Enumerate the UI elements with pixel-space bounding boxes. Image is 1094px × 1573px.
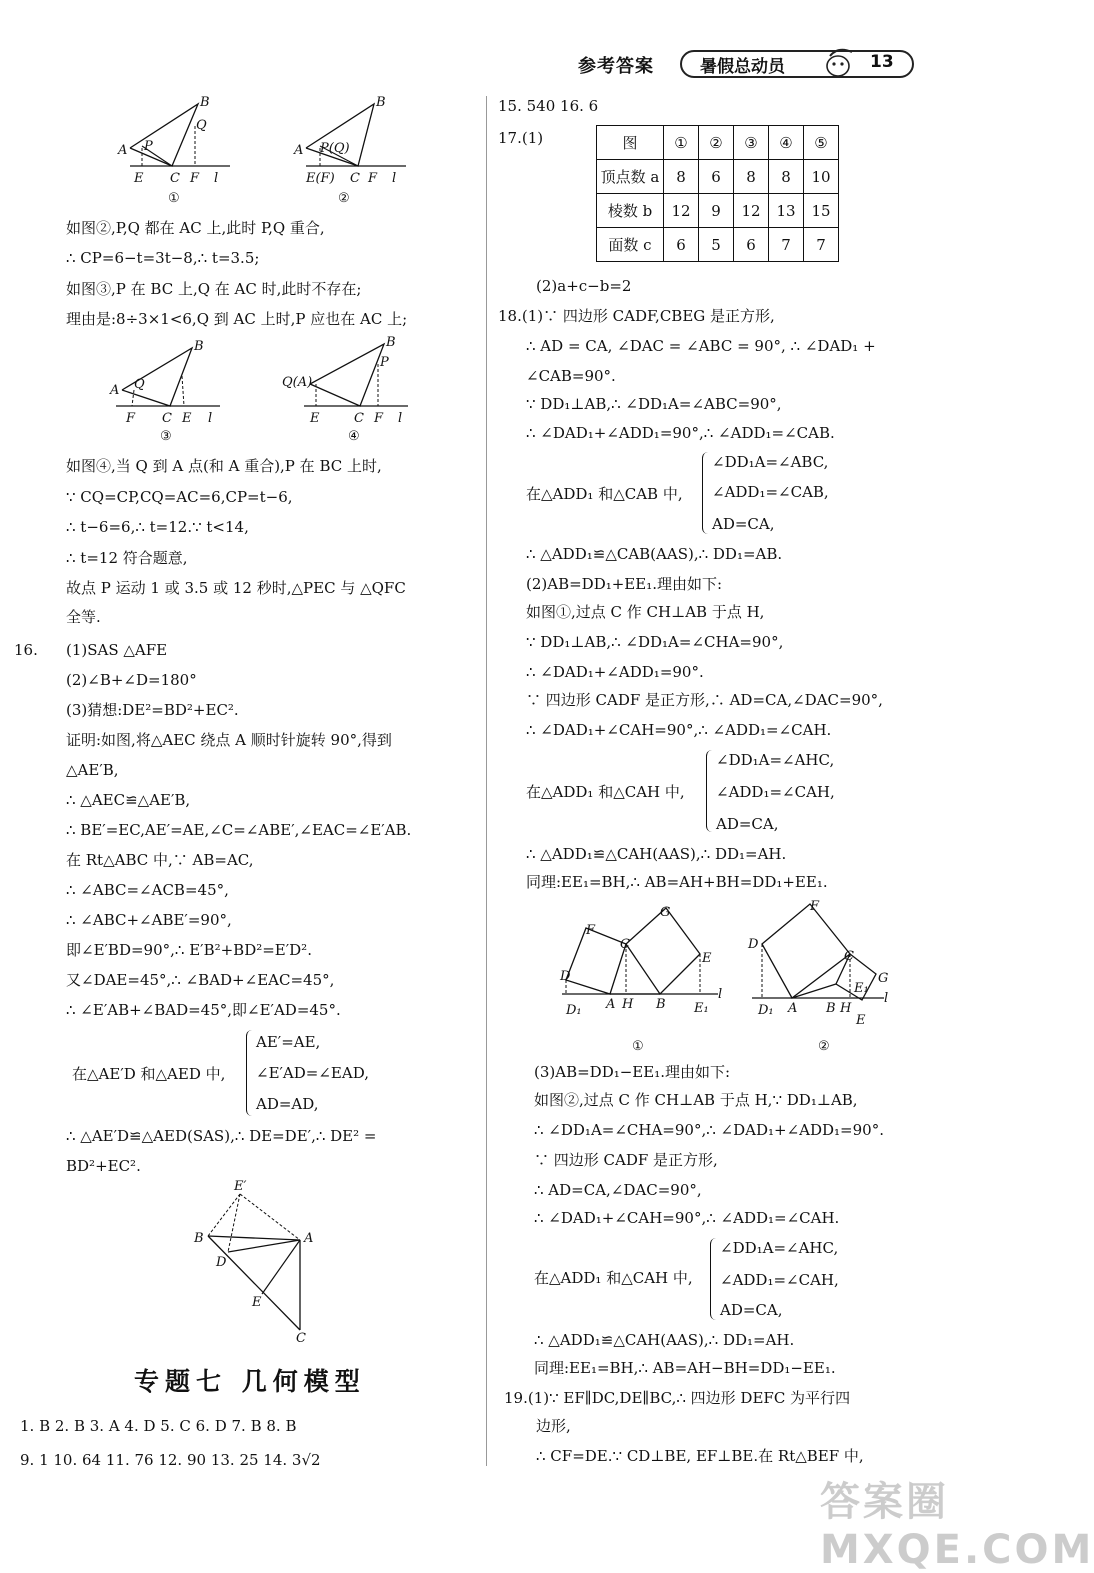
text-line: ∵ DD₁⊥AB,∴ ∠DD₁A=∠CHA=90°, xyxy=(526,633,784,651)
figure-3-4 xyxy=(104,336,430,448)
text-line: ∴ t−6=6,∴ t=12.∵ t<14, xyxy=(66,518,249,536)
fig5-label-E-prime: E′ xyxy=(234,1179,247,1194)
table-cell: 7 xyxy=(769,228,804,262)
table-cell: 7 xyxy=(804,228,839,262)
column-divider xyxy=(486,96,487,1466)
fig3-label-A: A xyxy=(110,383,120,398)
text-line: ∴ ∠DAD₁+∠ADD₁=90°. xyxy=(526,663,704,681)
fig7-label-E: E xyxy=(856,1013,866,1028)
system-row: AD=CA, xyxy=(712,515,775,533)
fig7-label-D: D xyxy=(748,937,759,952)
system-row: AE′=AE, xyxy=(256,1033,321,1051)
system-row: ∠ADD₁=∠CAH, xyxy=(720,1271,839,1289)
fig4-label-B: B xyxy=(386,335,396,350)
text-line: 15. 540 16. 6 xyxy=(498,97,599,115)
table-cell: 12 xyxy=(664,194,699,228)
fig7-label-C: C xyxy=(844,949,854,964)
table-cell: 6 xyxy=(664,228,699,262)
table-cell: ① xyxy=(664,126,699,160)
fig7-label-l: l xyxy=(884,991,889,1006)
fig2-label-l: l xyxy=(392,171,397,186)
fig6-label-l: l xyxy=(718,987,723,1002)
fig6-label-D1: D₁ xyxy=(566,1003,582,1018)
polyhedron-table xyxy=(596,125,839,262)
brace-icon xyxy=(702,452,711,534)
text-line: ∵ CQ=CP,CQ=AC=6,CP=t−6, xyxy=(66,488,293,506)
fig7-label-D1: D₁ xyxy=(758,1003,774,1018)
text-line: (2)∠B+∠D=180° xyxy=(66,671,197,689)
text-line: ∴ ∠DAD₁+∠ADD₁=90°,∴ ∠ADD₁=∠CAB. xyxy=(526,424,835,442)
fig1-label-E: E xyxy=(134,171,144,186)
text-line: ∵ 四边形 CADF 是正方形, xyxy=(534,1151,718,1169)
fig6-label-H: H xyxy=(622,997,634,1012)
table-row xyxy=(597,126,839,160)
table-cell: 8 xyxy=(664,160,699,194)
text-line: 如图③,P 在 BC 上,Q 在 AC 时,此时不存在; xyxy=(66,280,362,298)
fig1-number: ① xyxy=(168,191,180,206)
brace-icon xyxy=(706,750,715,832)
text-line: 如图②,P,Q 都在 AC 上,此时 P,Q 重合, xyxy=(66,219,325,237)
fig7-label-G: G xyxy=(878,971,889,986)
fig6-label-E: E xyxy=(702,951,712,966)
answer-row: 9. 1 10. 64 11. 76 12. 90 13. 25 14. 3√2 xyxy=(20,1451,321,1469)
system-row: ∠ADD₁=∠CAH, xyxy=(716,783,835,801)
text-line: ∠CAB=90°. xyxy=(526,367,616,385)
text-line: ∴ BE′=EC,AE′=AE,∠C=∠ABE′,∠EAC=∠E′AB. xyxy=(66,821,412,839)
table-cell: 5 xyxy=(699,228,734,262)
system-row: AD=CA, xyxy=(720,1301,783,1319)
table-row xyxy=(597,194,839,228)
text-line: (2)a+c−b=2 xyxy=(536,277,632,295)
watermark: 答案圈 MXQE.COM xyxy=(820,1479,1094,1573)
text-line: (1)SAS △AFE xyxy=(66,641,168,659)
text-line: ∵ DD₁⊥AB,∴ ∠DD₁A=∠ABC=90°, xyxy=(526,395,782,413)
fig4-label-QA: Q(A) xyxy=(282,375,313,390)
fig4-label-l: l xyxy=(398,411,403,426)
text-line: 即∠E′BD=90°,∴ E′B²+BD²=E′D². xyxy=(66,941,312,959)
system-label: 在△ADD₁ 和△CAH 中, xyxy=(526,783,685,801)
table-cell: ④ xyxy=(769,126,804,160)
fig2-label-EF: E(F) xyxy=(306,171,335,186)
table-row xyxy=(597,228,839,262)
figure-rotation xyxy=(190,1180,330,1344)
table-cell: 棱数 b xyxy=(597,194,664,228)
fig1-label-C: C xyxy=(170,171,180,186)
page-number: 13 xyxy=(870,52,894,72)
table-cell: 8 xyxy=(769,160,804,194)
system-label: 在△ADD₁ 和△CAB 中, xyxy=(526,485,683,503)
table-cell: 10 xyxy=(804,160,839,194)
fig2-label-A: A xyxy=(294,143,304,158)
fig2-label-PQ: P(Q) xyxy=(320,141,350,156)
text-line: (2)AB=DD₁+EE₁.理由如下: xyxy=(526,575,723,593)
text-line: ∴ CP=6−t=3t−8,∴ t=3.5; xyxy=(66,249,260,267)
text-line: 在 Rt△ABC 中,∵ AB=AC, xyxy=(66,851,254,869)
table-cell: 13 xyxy=(769,194,804,228)
text-line: ∴ △ADD₁≌△CAH(AAS),∴ DD₁=AH. xyxy=(526,845,787,863)
system-label: 在△AE′D 和△AED 中, xyxy=(72,1065,226,1083)
section-title: 专题七 几何模型 xyxy=(134,1367,366,1396)
text-line: ∴ ∠DAD₁+∠CAH=90°,∴ ∠ADD₁=∠CAH. xyxy=(534,1209,840,1227)
text-line: 同理:EE₁=BH,∴ AB=AH+BH=DD₁+EE₁. xyxy=(526,873,828,891)
text-line: 如图②,过点 C 作 CH⊥AB 于点 H,∵ DD₁⊥AB, xyxy=(534,1091,858,1109)
text-line: (3)猜想:DE²=BD²+EC². xyxy=(66,701,239,719)
system-row: ∠ADD₁=∠CAB, xyxy=(712,483,829,501)
fig4-label-P: P xyxy=(380,355,389,370)
header-series: 暑假总动员 xyxy=(700,57,785,77)
fig4-label-F: F xyxy=(374,411,384,426)
fig1-label-B: B xyxy=(200,95,210,110)
text-line: ∴ ∠DD₁A=∠CHA=90°,∴ ∠DAD₁+∠ADD₁=90°. xyxy=(534,1121,884,1139)
figure-squares xyxy=(556,898,902,1058)
fig1-label-Q: Q xyxy=(196,118,207,133)
text-line: 同理:EE₁=BH,∴ AB=AH−BH=DD₁−EE₁. xyxy=(534,1359,836,1377)
text-line: 18.(1)∵ 四边形 CADF,CBEG 是正方形, xyxy=(498,307,775,325)
table-cell: 顶点数 a xyxy=(597,160,664,194)
fig4-label-E: E xyxy=(310,411,320,426)
mascot-icon xyxy=(818,44,862,80)
system-row: ∠DD₁A=∠AHC, xyxy=(716,751,835,769)
text-line: ∴ △AEC≌△AE′B, xyxy=(66,791,191,809)
system-row: ∠DD₁A=∠AHC, xyxy=(720,1239,839,1257)
table-cell: 图 xyxy=(597,126,664,160)
fig1-label-l: l xyxy=(214,171,219,186)
system-row: ∠DD₁A=∠ABC, xyxy=(712,453,829,471)
text-line: 证明:如图,将△AEC 绕点 A 顺时针旋转 90°,得到 xyxy=(66,731,392,749)
text-line: ∴ CF=DE.∵ CD⊥BE, EF⊥BE.在 Rt△BEF 中, xyxy=(536,1447,864,1465)
fig7-label-H: H xyxy=(840,1001,852,1016)
fig1-label-P: P xyxy=(144,139,153,154)
table-cell: ③ xyxy=(734,126,769,160)
text-line: 边形, xyxy=(536,1417,571,1435)
text-line: ∴ △ADD₁≌△CAB(AAS),∴ DD₁=AB. xyxy=(526,545,783,563)
text-line: ∴ AD = CA, ∠DAC = ∠ABC = 90°, ∴ ∠DAD₁ + xyxy=(526,337,876,355)
fig7-label-A: A xyxy=(788,1001,798,1016)
fig3-label-Q: Q xyxy=(134,377,145,392)
text-line: ∴ ∠ABC=∠ACB=45°, xyxy=(66,881,229,899)
answer-row: 1. B 2. B 3. A 4. D 5. C 6. D 7. B 8. B xyxy=(20,1417,297,1435)
figure-1-2 xyxy=(110,96,430,208)
fig5-label-E: E xyxy=(252,1295,262,1310)
fig3-number: ③ xyxy=(160,429,172,444)
table-cell: ⑤ xyxy=(804,126,839,160)
fig5-label-D: D xyxy=(216,1255,227,1270)
brace-icon xyxy=(246,1030,255,1116)
text-line: BD²+EC². xyxy=(66,1157,141,1175)
fig1-label-F: F xyxy=(190,171,200,186)
fig2-number: ② xyxy=(338,191,350,206)
fig6-label-B: B xyxy=(656,997,666,1012)
system-row: AD=AD, xyxy=(256,1095,319,1113)
text-line: 理由是:8÷3×1<6,Q 到 AC 上时,P 应也在 AC 上; xyxy=(66,310,408,328)
system-label: 在△ADD₁ 和△CAH 中, xyxy=(534,1269,693,1287)
fig6-number: ① xyxy=(632,1039,644,1054)
fig3-label-l: l xyxy=(208,411,213,426)
text-line: 如图①,过点 C 作 CH⊥AB 于点 H, xyxy=(526,603,765,621)
fig3-label-C: C xyxy=(162,411,172,426)
table-cell: ② xyxy=(699,126,734,160)
fig2-label-C: C xyxy=(350,171,360,186)
system-row: AD=CA, xyxy=(716,815,779,833)
fig1-label-A: A xyxy=(118,143,128,158)
fig6-label-F: F xyxy=(586,923,596,938)
fig6-label-G: G xyxy=(660,905,671,920)
table-cell: 8 xyxy=(734,160,769,194)
fig7-number: ② xyxy=(818,1039,830,1054)
text-line: ∵ 四边形 CADF 是正方形,∴ AD=CA,∠DAC=90°, xyxy=(526,691,883,709)
fig4-number: ④ xyxy=(348,429,360,444)
fig6-label-D: D xyxy=(560,969,571,984)
text-line: 全等. xyxy=(66,608,101,626)
text-line: ∴ △ADD₁≌△CAH(AAS),∴ DD₁=AH. xyxy=(534,1331,795,1349)
question-number: 16. xyxy=(14,641,38,659)
fig6-label-C: C xyxy=(620,937,630,952)
table-cell: 6 xyxy=(734,228,769,262)
fig3-label-B: B xyxy=(194,339,204,354)
text-line: ∴ ∠ABC+∠ABE′=90°, xyxy=(66,911,232,929)
table-cell: 6 xyxy=(699,160,734,194)
fig7-label-F: F xyxy=(810,899,820,914)
text-line: (3)AB=DD₁−EE₁.理由如下: xyxy=(534,1063,731,1081)
fig2-label-F: F xyxy=(368,171,378,186)
fig2-label-B: B xyxy=(376,95,386,110)
brace-icon xyxy=(710,1238,719,1320)
fig6-label-A: A xyxy=(606,997,616,1012)
question-number: 17.(1) xyxy=(498,129,544,147)
table-cell: 面数 c xyxy=(597,228,664,262)
text-line: ∴ ∠DAD₁+∠CAH=90°,∴ ∠ADD₁=∠CAH. xyxy=(526,721,832,739)
text-line: 故点 P 运动 1 或 3.5 或 12 秒时,△PEC 与 △QFC xyxy=(66,579,406,597)
header-title: 参考答案 xyxy=(578,56,654,77)
system-row: ∠E′AD=∠EAD, xyxy=(256,1064,369,1082)
table-cell: 9 xyxy=(699,194,734,228)
text-line: ∴ AD=CA,∠DAC=90°, xyxy=(534,1181,702,1199)
text-line: 又∠DAE=45°,∴ ∠BAD+∠EAC=45°, xyxy=(66,971,335,989)
fig5-label-C: C xyxy=(296,1331,306,1346)
table-cell: 12 xyxy=(734,194,769,228)
table-row xyxy=(597,160,839,194)
text-line: △AE′B, xyxy=(66,761,119,779)
fig3-label-F: F xyxy=(126,411,136,426)
fig4-label-C: C xyxy=(354,411,364,426)
fig7-label-B: B xyxy=(826,1001,836,1016)
text-line: ∴ △AE′D≌△AED(SAS),∴ DE=DE′,∴ DE² = xyxy=(66,1127,377,1145)
fig7-label-E1: E₁ xyxy=(854,981,869,996)
text-line: 19.(1)∵ EF∥DC,DE∥BC,∴ 四边形 DEFC 为平行四 xyxy=(504,1389,851,1407)
fig5-label-A: A xyxy=(304,1231,314,1246)
fig6-label-E1: E₁ xyxy=(694,1001,709,1016)
table-cell: 15 xyxy=(804,194,839,228)
text-line: ∴ t=12 符合题意, xyxy=(66,549,188,567)
fig3-label-E: E xyxy=(182,411,192,426)
text-line: 如图④,当 Q 到 A 点(和 A 重合),P 在 BC 上时, xyxy=(66,457,382,475)
fig5-label-B: B xyxy=(194,1231,204,1246)
text-line: ∴ ∠E′AB+∠BAD=45°,即∠E′AD=45°. xyxy=(66,1001,341,1019)
